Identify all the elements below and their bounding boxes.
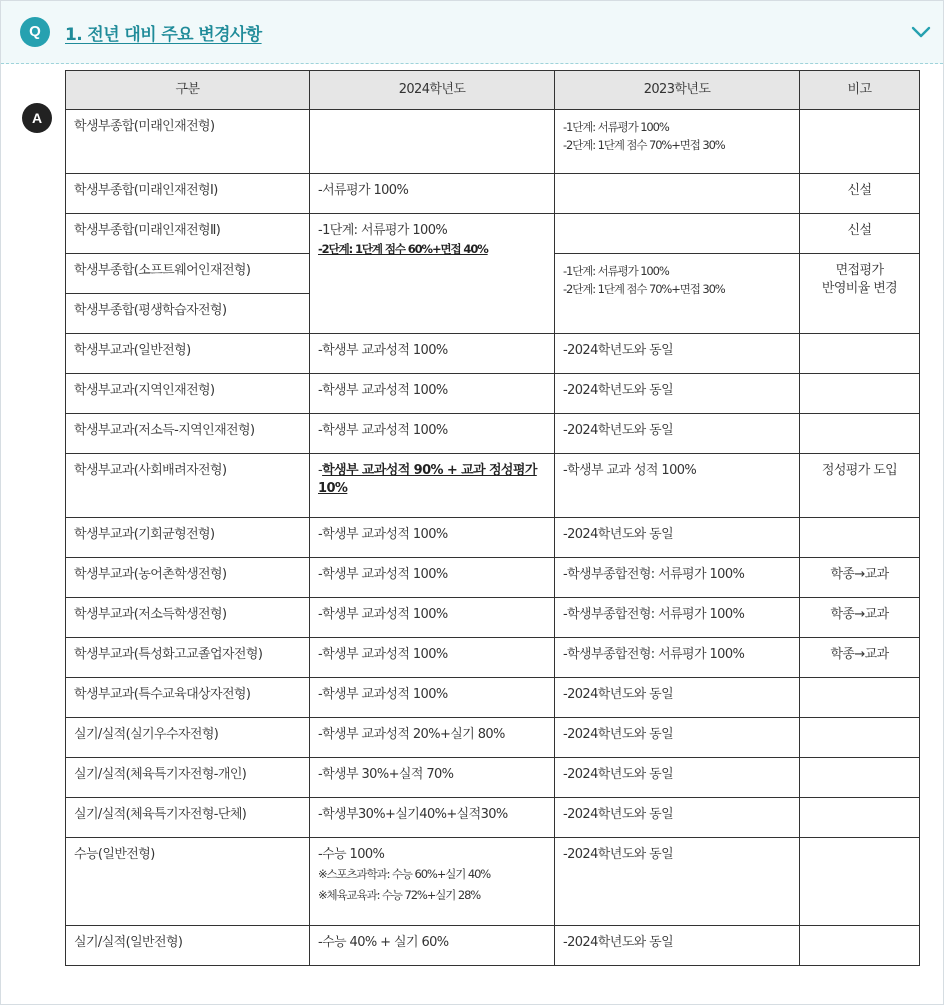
header-note: 비고 (800, 71, 920, 110)
chevron-down-icon[interactable] (910, 21, 932, 43)
table-row (66, 758, 920, 798)
header-2023: 2023학년도 (555, 71, 800, 110)
row-note (800, 718, 920, 758)
row-note: 면접평가 반영비율 변경 (800, 254, 920, 334)
row-2024: -학생부 교과성적 100% (310, 678, 555, 718)
row-category: 학생부종합(소프트웨어인재전형) (66, 254, 310, 294)
row-2023: -2024학년도와 동일 (555, 334, 800, 374)
row-category: 학생부교과(지역인재전형) (66, 374, 310, 414)
row-note (800, 758, 920, 798)
row-category: 학생부교과(일반전형) (66, 334, 310, 374)
row-note: 정성평가 도입 (800, 454, 920, 518)
row-2024: -수능 100% ※스포츠과학과: 수능 60%+실기 40% ※체육교육과: 수능 72%+실기 28% (310, 838, 555, 926)
row-category: 실기/실적(일반전형) (66, 926, 310, 966)
row-2023: -2024학년도와 동일 (555, 926, 800, 966)
row-2024: -서류평가 100% (310, 174, 555, 214)
row-note: 신설 (800, 214, 920, 254)
table-row (66, 838, 920, 926)
row-2023: -학생부 교과 성적 100% (555, 454, 800, 518)
table-row (66, 926, 920, 966)
row-2023 (555, 214, 800, 254)
row-2023: -2024학년도와 동일 (555, 798, 800, 838)
row-2024: -학생부 교과성적 100% (310, 558, 555, 598)
row-note (800, 678, 920, 718)
admission-changes-table (65, 70, 920, 966)
row-category: 학생부교과(저소득-지역인재전형) (66, 414, 310, 454)
row-category: 수능(일반전형) (66, 838, 310, 926)
row-2024: -학생부 교과성적 100% (310, 518, 555, 558)
table-row (66, 798, 920, 838)
row-note (800, 838, 920, 926)
table-row (66, 454, 920, 518)
row-category: 실기/실적(체육특기자전형-개인) (66, 758, 310, 798)
row-note (800, 110, 920, 174)
row-category: 학생부종합(미래인재전형Ⅱ) (66, 214, 310, 254)
row-category: 학생부종합(미래인재전형) (66, 110, 310, 174)
header-category: 구분 (66, 71, 310, 110)
row-category: 학생부종합(미래인재전형Ⅰ) (66, 174, 310, 214)
row-2023: -2024학년도와 동일 (555, 718, 800, 758)
row-2024: -학생부 교과성적 20%+실기 80% (310, 718, 555, 758)
header-2024: 2024학년도 (310, 71, 555, 110)
row-note (800, 374, 920, 414)
question-badge: Q (20, 17, 50, 47)
row-2024: -학생부 교과성적 100% (310, 414, 555, 454)
row-category: 학생부종합(평생학습자전형) (66, 294, 310, 334)
row-category: 실기/실적(체육특기자전형-단체) (66, 798, 310, 838)
row-note: 학종→교과 (800, 638, 920, 678)
row-category: 학생부교과(농어촌학생전형) (66, 558, 310, 598)
row-2023: -2024학년도와 동일 (555, 758, 800, 798)
row-note (800, 798, 920, 838)
row-note (800, 518, 920, 558)
row-category: 학생부교과(기회균형전형) (66, 518, 310, 558)
row-2023: -2024학년도와 동일 (555, 518, 800, 558)
row-2023: -2024학년도와 동일 (555, 374, 800, 414)
table-row (66, 638, 920, 678)
row-note (800, 926, 920, 966)
table-row (66, 718, 920, 758)
table-row (66, 518, 920, 558)
row-2024: -수능 40% + 실기 60% (310, 926, 555, 966)
table-row (66, 678, 920, 718)
row-category: 학생부교과(특성화고교졸업자전형) (66, 638, 310, 678)
row-note: 학종→교과 (800, 598, 920, 638)
row-note: 학종→교과 (800, 558, 920, 598)
row-2024: -학생부 교과성적 90% + 교과 정성평가 10% (310, 454, 555, 518)
table-row (66, 414, 920, 454)
question-header[interactable] (1, 1, 943, 64)
row-2024: -학생부 30%+실적 70% (310, 758, 555, 798)
row-category: 학생부교과(사회배려자전형) (66, 454, 310, 518)
row-category: 학생부교과(특수교육대상자전형) (66, 678, 310, 718)
row-2024: -학생부 교과성적 100% (310, 598, 555, 638)
row-2023: -학생부종합전형: 서류평가 100% (555, 598, 800, 638)
table-header-row (66, 71, 920, 110)
row-2023: -학생부종합전형: 서류평가 100% (555, 638, 800, 678)
row-category: 학생부교과(저소득학생전형) (66, 598, 310, 638)
row-2024: -학생부30%+실기40%+실적30% (310, 798, 555, 838)
row-2023: -2024학년도와 동일 (555, 414, 800, 454)
row-2024 (310, 110, 555, 174)
table-row (66, 558, 920, 598)
row-2023: -학생부종합전형: 서류평가 100% (555, 558, 800, 598)
row-2023: -2024학년도와 동일 (555, 678, 800, 718)
row-note (800, 414, 920, 454)
row-note: 신설 (800, 174, 920, 214)
row-2023: -2024학년도와 동일 (555, 838, 800, 926)
row-category: 실기/실적(실기우수자전형) (66, 718, 310, 758)
row-2024: -1단계: 서류평가 100% -2단계: 1단계 점수 60%+면접 40% (310, 214, 555, 334)
row-2024: -학생부 교과성적 100% (310, 334, 555, 374)
row-2023 (555, 174, 800, 214)
row-2024: -학생부 교과성적 100% (310, 638, 555, 678)
table-row (66, 214, 920, 254)
row-2023: -1단계: 서류평가 100% -2단계: 1단계 점수 70%+면접 30% (555, 110, 800, 174)
table-row (66, 334, 920, 374)
table-row (66, 598, 920, 638)
table-row (66, 174, 920, 214)
table-row (66, 374, 920, 414)
table-row (66, 110, 920, 174)
answer-badge: A (22, 103, 52, 133)
question-title[interactable]: 1. 전년 대비 주요 변경사항 (65, 25, 262, 45)
row-2024: -학생부 교과성적 100% (310, 374, 555, 414)
row-2023: -1단계: 서류평가 100% -2단계: 1단계 점수 70%+면접 30% (555, 254, 800, 334)
row-note (800, 334, 920, 374)
